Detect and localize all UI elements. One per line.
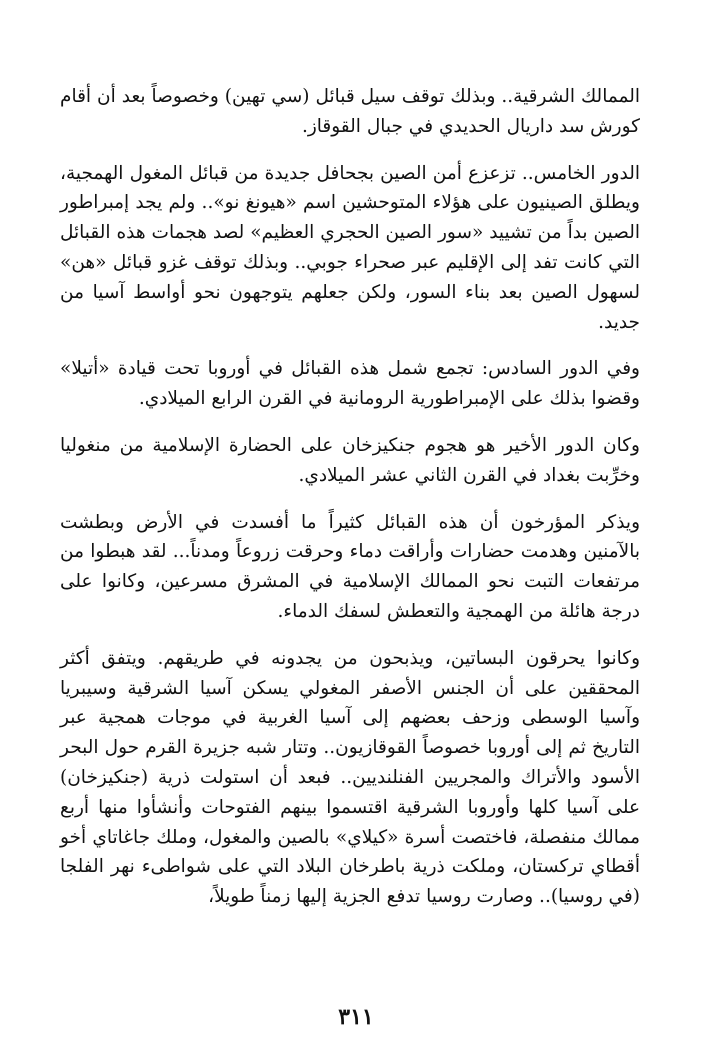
page-number: ٣١١ <box>338 1004 374 1030</box>
paragraph: وكان الدور الأخير هو هجوم جنكيزخان على الحضارة الإسلامية من منغوليا وخرِّبت بغداد في القرن الثاني عشر الميلادي. <box>60 434 640 486</box>
paragraph: وفي الدور السادس: تجمع شمل هذه القبائل في أوروبا تحت قيادة «أتيلا» وقضوا بذلك على الإمبراطورية الرومانية في القرن الرابع الميلادي. <box>60 358 640 410</box>
paragraph: ويذكر المؤرخون أن هذه القبائل كثيراً ما أفسدت في الأرض وبطشت بالآمنين وهدمت حضارات وأراقت دماء وحرقت زروعاً ومدناً... لقد هبطوا من مرتفعات التبت نحو الممالك الإسلامية في المشرق مسرعين، وكانوا على درجة هائلة من الهمجية والتعطش لسفك الدماء. <box>60 511 640 622</box>
paragraph: الدور الخامس.. تزعزع أمن الصين بجحافل جديدة من قبائل المغول الهمجية، ويطلق الصينيون على هؤلاء المتوحشين اسم «هيونغ نو».. ولم يجد إمبراطور الصين بداً من تشييد «سور الصين الحجري العظيم» لصد هجمات هذه القبائل التي كانت تفد إلى الإقليم عبر صحراء جوبي.. وبذلك توقف غزو قبائل «هن» لسهول الصين بعد بناء السور، ولكن جعلهم يتوجهون نحو أواسط آسيا من جديد. <box>60 162 640 333</box>
paragraph: الممالك الشرقية.. وبذلك توقف سيل قبائل (سي تهين) وخصوصاً بعد أن أقام كورش سد داريال الحديدي في جبال القوقاز. <box>60 86 640 137</box>
page-body <box>60 82 640 929</box>
paragraph: وكانوا يحرقون البساتين، ويذبحون من يجدونه في طريقهم. ويتفق أكثر المحققين على أن الجنس الأصفر المغولي يسكن آسيا الشرقية وسيبريا وآسيا الوسطى وزحف بعضهم إلى آسيا الغربية في موجات همجية عبر التاريخ ثم إلى أوروبا خصوصاً القوقازيون.. وتتار شبه جزيرة القرم حول البحر الأسود والأتراك والمجريين الفنلنديين.. فبعد أن استولت ذرية (جنكيزخان) على آسيا كلها وأوروبا الشرقية اقتسموا بينهم الفتوحات وأنشأوا منها أربع ممالك منفصلة، فاختصت أسرة «كيلاي» بالصين والمغول، وملك جاغاتاي أخو أقطاي تركستان، وملكت ذرية باطرخان البلاد التي على شواطىء نهر الفلجا (في روسيا).. وصارت روسيا تدفع الجزية إليها زمناً طويلاً، <box>60 647 640 908</box>
